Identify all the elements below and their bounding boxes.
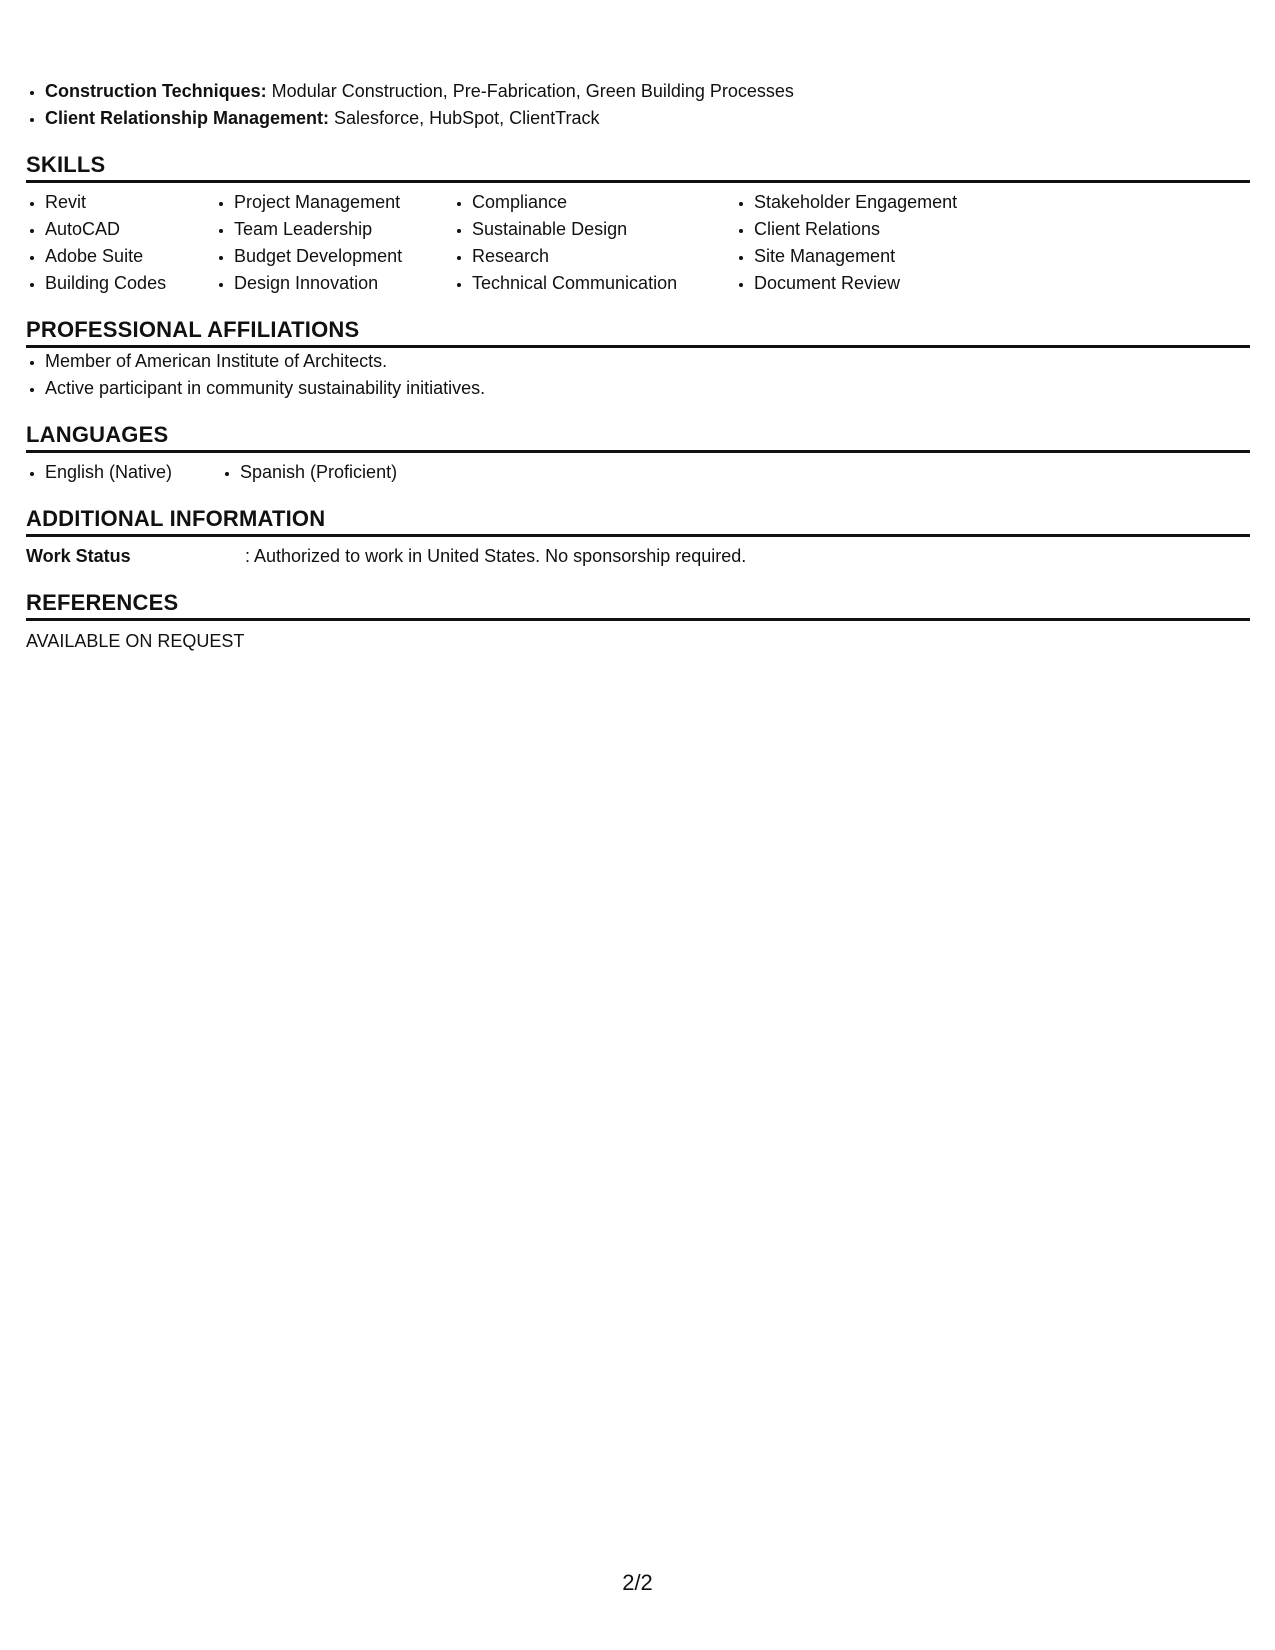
list-item: • Active participant in community sustainability initiatives. — [45, 375, 1250, 402]
section-title: LANGUAGES — [26, 420, 1250, 453]
list-item: • Building Codes — [45, 270, 215, 297]
resume-page — [26, 78, 1250, 655]
list-item: • Research — [472, 243, 735, 270]
references-text: AVAILABLE ON REQUEST — [26, 631, 245, 651]
work-status-value: : Authorized to work in United States. No sponsorship required. — [245, 546, 747, 566]
skills-section — [26, 150, 1250, 297]
list-item: • Design Innovation — [234, 270, 453, 297]
list-item: • Sustainable Design — [472, 216, 735, 243]
affiliations-list — [26, 348, 1250, 402]
list-item: • Project Management — [234, 189, 453, 216]
list-item: • Budget Development — [234, 243, 453, 270]
skills-column — [453, 189, 735, 297]
section-title: PROFESSIONAL AFFILIATIONS — [26, 315, 1250, 348]
languages-row — [26, 459, 1250, 486]
tool-label: Client Relationship Management: — [45, 108, 330, 128]
references-section — [26, 588, 1250, 655]
list-item: • Adobe Suite — [45, 243, 215, 270]
list-item: • Revit — [45, 189, 215, 216]
list-item: • Team Leadership — [234, 216, 453, 243]
tool-value: Modular Construction, Pre-Fabrication, Green Building Processes — [266, 81, 794, 101]
list-item — [45, 105, 1250, 132]
skills-column — [26, 189, 215, 297]
page-number: 2/2 — [622, 1570, 653, 1595]
tools-list — [26, 78, 1250, 132]
list-item: • Client Relations — [754, 216, 1014, 243]
list-item: • English (Native) — [45, 459, 221, 486]
affiliations-section — [26, 315, 1250, 402]
list-item: • Member of American Institute of Architects. — [45, 348, 1250, 375]
list-item: • Compliance — [472, 189, 735, 216]
tool-label: Construction Techniques: — [45, 81, 267, 101]
list-item: • Site Management — [754, 243, 1014, 270]
skills-grid — [26, 189, 1250, 297]
list-item — [45, 78, 1250, 105]
section-title: SKILLS — [26, 150, 1250, 183]
list-item: • AutoCAD — [45, 216, 215, 243]
list-item: • Document Review — [754, 270, 1014, 297]
skills-column — [735, 189, 1014, 297]
section-title: REFERENCES — [26, 588, 1250, 621]
additional-info-section — [26, 504, 1250, 570]
list-item: • Stakeholder Engagement — [754, 189, 1014, 216]
list-item: • Spanish (Proficient) — [240, 459, 397, 486]
languages-section — [26, 420, 1250, 486]
skills-column — [215, 189, 453, 297]
languages-column — [26, 459, 221, 486]
tool-value: Salesforce, HubSpot, ClientTrack — [329, 108, 600, 128]
list-item: • Technical Communication — [472, 270, 735, 297]
work-status-row — [26, 543, 1250, 570]
section-title: ADDITIONAL INFORMATION — [26, 504, 1250, 537]
work-status-label: Work Status — [26, 546, 131, 566]
languages-column — [221, 459, 397, 486]
